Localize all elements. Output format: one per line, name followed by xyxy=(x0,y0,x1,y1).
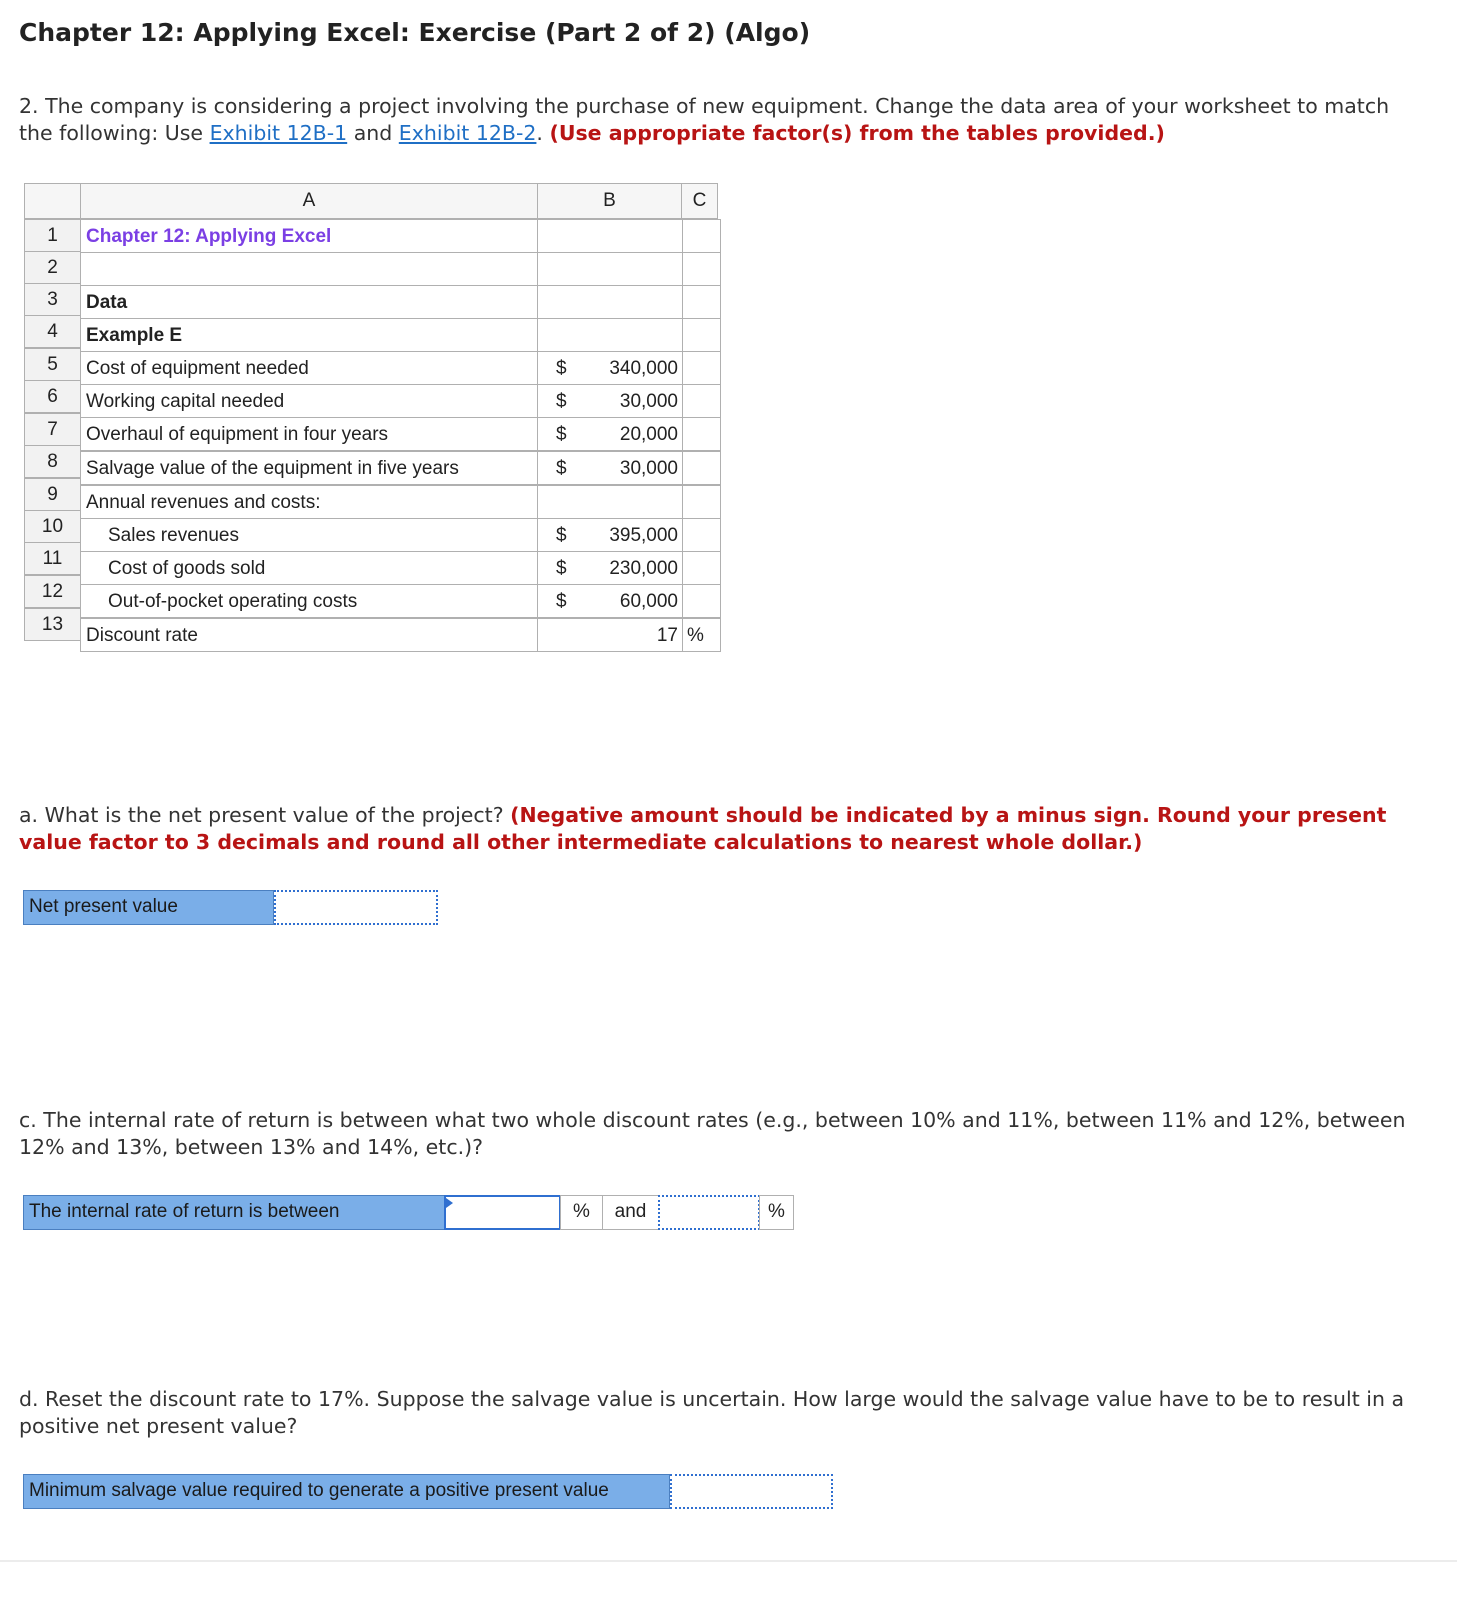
irr-upper-percent-unit: % xyxy=(759,1195,794,1230)
question-2-text: 2. The company is considering a project involving the purchase of new equipment. Change the data area of your worksheet to match the following: Use xyxy=(19,94,1390,145)
column-header-b: B xyxy=(537,183,682,219)
row-header: 1 xyxy=(24,219,81,252)
row-header: 4 xyxy=(24,315,81,348)
cell-value xyxy=(537,417,683,451)
row-header: 10 xyxy=(24,510,81,543)
amount: 340,000 xyxy=(609,358,678,379)
dollar-sign: $ xyxy=(556,358,567,379)
cell-unit xyxy=(682,318,721,352)
row-header: 13 xyxy=(24,608,81,641)
salvage-label: Minimum salvage value required to generate a positive present value xyxy=(23,1474,670,1509)
amount: 20,000 xyxy=(619,424,678,445)
bottom-divider xyxy=(0,1560,1457,1562)
row-header: 12 xyxy=(24,575,81,608)
corner-header xyxy=(24,183,81,219)
npv-label: Net present value xyxy=(23,890,274,925)
irr-upper-rate-input[interactable] xyxy=(658,1195,760,1230)
cell-label: Sales revenues xyxy=(80,518,538,552)
cell-unit xyxy=(682,584,721,618)
question-a xyxy=(19,802,1419,856)
cell-value xyxy=(537,485,683,519)
exhibit-12b-1-link[interactable]: Exhibit 12B-1 xyxy=(209,121,348,145)
cell-value xyxy=(537,219,683,253)
cell-label: Cost of goods sold xyxy=(80,551,538,585)
amount: 17 xyxy=(656,625,678,646)
exhibit-12b-2-link[interactable]: Exhibit 12B-2 xyxy=(398,121,537,145)
cell-unit xyxy=(682,219,721,253)
cell-unit xyxy=(682,451,721,485)
question-a-instruction: (Negative amount should be indicated by a minus sign. Round your present value factor to 3 decimals and round all other intermediate calculations to nearest whole dollar.) xyxy=(19,803,1387,854)
npv-input[interactable] xyxy=(274,890,438,925)
dollar-sign: $ xyxy=(556,458,567,479)
row-header: 3 xyxy=(24,283,81,316)
dollar-sign: $ xyxy=(556,424,567,445)
dollar-sign: $ xyxy=(556,591,567,612)
irr-lower-percent-unit: % xyxy=(560,1195,603,1230)
cell-value xyxy=(537,252,683,286)
salvage-input[interactable] xyxy=(670,1474,833,1509)
page-title: Chapter 12: Applying Excel: Exercise (Part 2 of 2) (Algo) xyxy=(19,18,811,47)
cell-unit xyxy=(682,485,721,519)
cell-value xyxy=(537,518,683,552)
cell-value xyxy=(537,318,683,352)
cell-value xyxy=(537,618,683,652)
question-d: d. Reset the discount rate to 17%. Suppose the salvage value is uncertain. How large would the salvage value have to be to result in a positive net present value? xyxy=(19,1387,1405,1438)
cell-label: Chapter 12: Applying Excel xyxy=(80,219,538,253)
cell-label: Working capital needed xyxy=(80,384,538,418)
question-2-instruction: (Use appropriate factor(s) from the tables provided.) xyxy=(549,121,1165,145)
column-header-a: A xyxy=(80,183,538,219)
cell-label: Cost of equipment needed xyxy=(80,351,538,385)
cell-label: Annual revenues and costs: xyxy=(80,485,538,519)
amount: 395,000 xyxy=(609,525,678,546)
cell-unit xyxy=(682,551,721,585)
row-header: 8 xyxy=(24,445,81,478)
amount: 30,000 xyxy=(619,458,678,479)
cell-value xyxy=(537,584,683,618)
question-c: c. The internal rate of return is between what two whole discount rates (e.g., between 10% and 11%, between 11% and 12%, between 12% and 13%, between 13% and 14%, etc.)? xyxy=(19,1108,1406,1159)
cell-label: Discount rate xyxy=(80,618,538,652)
cell-value xyxy=(537,551,683,585)
cell-value xyxy=(537,285,683,319)
cell-label: Salvage value of the equipment in five years xyxy=(80,451,538,485)
cell-unit xyxy=(682,285,721,319)
dollar-sign: $ xyxy=(556,558,567,579)
input-caret-icon xyxy=(446,1198,453,1208)
cell-value xyxy=(537,384,683,418)
cell-unit xyxy=(682,384,721,418)
cell-label xyxy=(80,252,538,286)
row-header: 6 xyxy=(24,380,81,413)
row-header: 7 xyxy=(24,413,81,446)
irr-and-label: and xyxy=(602,1195,659,1230)
question-a-text: a. What is the net present value of the project? xyxy=(19,803,511,827)
cell-unit xyxy=(682,417,721,451)
period-text: . xyxy=(536,121,550,145)
cell-label: Out-of-pocket operating costs xyxy=(80,584,538,618)
row-header: 5 xyxy=(24,348,81,381)
cell-unit xyxy=(682,518,721,552)
amount: 30,000 xyxy=(619,391,678,412)
cell-label: Data xyxy=(80,285,538,319)
dollar-sign: $ xyxy=(556,391,567,412)
cell-unit xyxy=(682,351,721,385)
column-header-c: C xyxy=(681,183,718,219)
amount: 230,000 xyxy=(609,558,678,579)
cell-unit: % xyxy=(682,618,721,652)
dollar-sign: $ xyxy=(556,525,567,546)
cell-label: Example E xyxy=(80,318,538,352)
cell-value xyxy=(537,351,683,385)
irr-lower-rate-input[interactable] xyxy=(444,1195,561,1230)
row-header: 2 xyxy=(24,251,81,284)
amount: 60,000 xyxy=(619,591,678,612)
question-2 xyxy=(19,93,1419,147)
row-header: 11 xyxy=(24,542,81,575)
cell-label: Overhaul of equipment in four years xyxy=(80,417,538,451)
cell-value xyxy=(537,451,683,485)
row-header: 9 xyxy=(24,478,81,511)
irr-label: The internal rate of return is between xyxy=(23,1195,446,1230)
and-text: and xyxy=(347,121,399,145)
cell-unit xyxy=(682,252,721,286)
